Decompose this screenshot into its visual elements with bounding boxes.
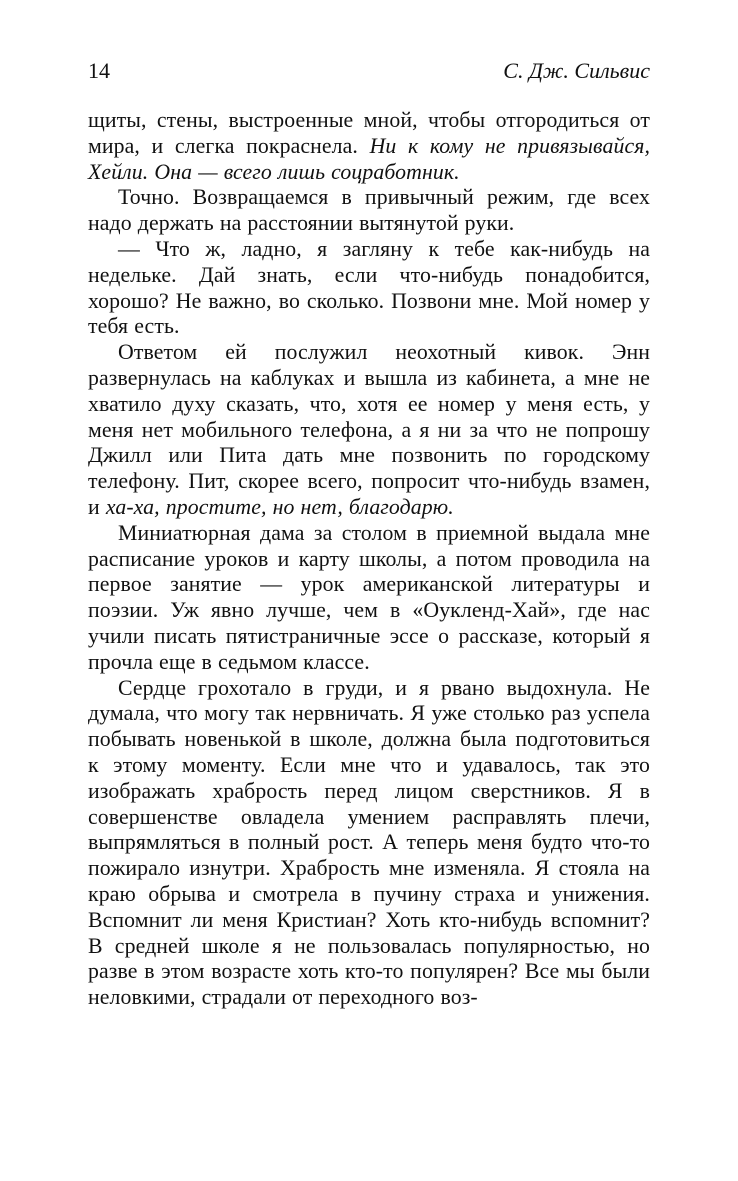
text-span: щиты, стены, выстроенные мной, чтобы отгородиться от мира, и слегка покраснела.	[88, 108, 650, 158]
page-header	[88, 58, 650, 88]
body-text	[88, 108, 650, 1011]
running-head: С. Дж. Сильвис	[503, 58, 650, 83]
text-span: Точно. Возвращаемся в привычный режим, где всех надо держать на расстоянии вытянутой руки.	[88, 185, 650, 236]
page-number: 14	[88, 58, 110, 83]
paragraph	[88, 340, 650, 521]
book-page	[88, 58, 650, 1011]
paragraph	[88, 185, 650, 237]
text-span: Ответом ей послужил неохотный кивок. Энн развернулась на каблуках и вышла из кабинета, а мне не хватило духу сказать, что, хотя ее номер у меня есть, у меня нет мобильного телефона, а я ни за что не попрошу Джилл или Пита дать мне позвонить по городскому телефону. Пит, скорее всего, попросит что-нибудь взамен, и	[88, 340, 650, 519]
text-span: Сердце грохотало в груди, и я рвано выдохнула. Не думала, что могу так нервничать. Я уже столько раз успела побывать новенькой в школе, должна была подготовиться к этому моменту. Если мне что и удавалось, так это изображать храбрость перед лицом сверстников. Я в совершенстве овладела умением расправлять плечи, выпрямляться в полный рост. А теперь меня будто что-то пожирало изнутри. Храбрость мне изменяла. Я стояла на краю обрыва и смотрела в пучину страха и унижения. Вспомнит ли меня Кристиан? Хоть кто-нибудь вспомнит? В средней школе я не пользовалась популярностью, но разве в этом возрасте хоть кто-то популярен? Все мы были неловкими, страдали от переходного воз-	[88, 675, 650, 1010]
paragraph	[88, 521, 650, 676]
italic-span: ха-ха, простите, но нет, благодарю.	[105, 494, 454, 519]
text-span: Миниатюрная дама за столом в приемной выдала мне расписание уроков и карту школы, а потом проводила на первое занятие — урок американской литературы и поэзии. Уж явно лучше, чем в «Оукленд-Хай», где нас учили писать пятистраничные эссе о рассказе, который я прочла еще в седьмом классе.	[88, 520, 650, 674]
paragraph	[88, 108, 650, 185]
text-span: — Что ж, ладно, я загляну к тебе как-нибудь на недельке. Дай знать, если что-нибудь понадобится, хорошо? Не важно, во сколько. Позвони мне. Мой номер у тебя есть.	[88, 236, 650, 339]
italic-span: Ни к кому не привязывайся, Хейли. Она — всего лишь соцработник.	[88, 133, 651, 184]
paragraph	[88, 237, 650, 340]
paragraph	[88, 676, 650, 1011]
